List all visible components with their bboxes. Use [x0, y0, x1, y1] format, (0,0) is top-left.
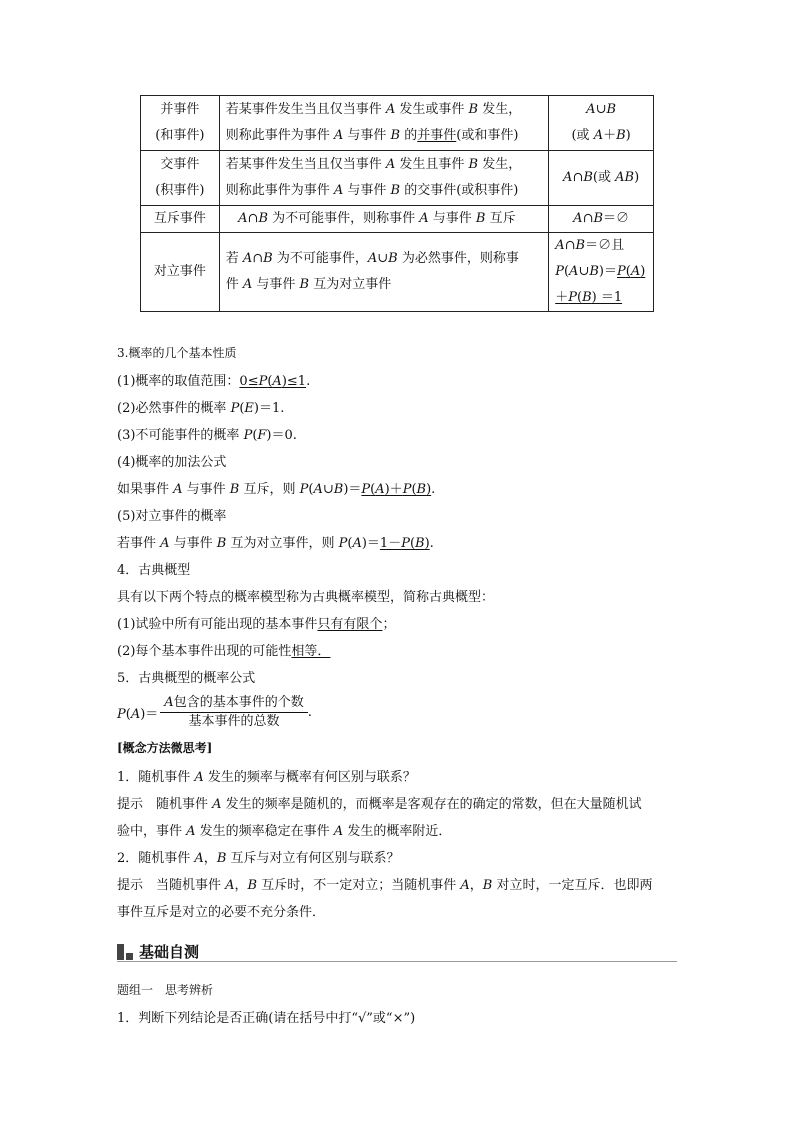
event-symbol-cell: A∪B (或 A＋B): [549, 96, 654, 151]
section-title: 基础自测: [139, 943, 200, 961]
classical-probability-formula: [117, 694, 312, 731]
text-line: 2．随机事件 A，B 互斥与对立有何区别与联系？: [117, 851, 400, 866]
formula-numerator: A包含的基本事件的个数: [160, 694, 307, 713]
table-row: [141, 151, 654, 206]
event-name-cell: 对立事件: [141, 233, 220, 312]
text-line: (4)概率的加法公式: [117, 455, 227, 470]
formula-period: .: [307, 705, 312, 720]
text-line: (2)每个基本事件出现的可能性相等．: [117, 644, 331, 659]
event-name-cell: 并事件 (和事件): [141, 96, 220, 151]
text-line: 题组一 思考辨析: [117, 983, 214, 997]
formula-lhs: P(A)＝: [117, 707, 159, 722]
event-name-cell: 交事件 (积事件): [141, 151, 220, 206]
event-symbol-cell: A∩B＝∅且 P(A∪B)＝P(A) ＋P(B) ＝1: [549, 233, 654, 312]
text-line: 提示 随机事件 A 发生的频率是随机的，而概率是客观存在的确定的常数，但在大量随机试: [117, 797, 642, 812]
text-line: 提示 当随机事件 A，B 互斥时，不一定对立；当随机事件 A，B 对立时，一定互斥．也即两: [117, 878, 653, 893]
event-symbol-cell: A∩B(或 AB): [549, 151, 654, 206]
text-line: 4．古典概型: [117, 563, 191, 578]
text-line: 如果事件 A 与事件 B 互斥，则 P(A∪B)＝P(A)＋P(B).: [117, 482, 436, 497]
text-line: 若事件 A 与事件 B 互为对立事件，则 P(A)＝1－P(B).: [117, 536, 434, 551]
text-line: 事件互斥是对立的必要不充分条件．: [117, 905, 326, 920]
event-relations-table: [140, 95, 654, 312]
formula-fraction: [160, 694, 307, 731]
text-line: (1)试验中所有可能出现的基本事件只有有限个；: [117, 617, 396, 632]
event-name-cell: 互斥事件: [141, 206, 220, 233]
section-block-icon: [117, 944, 133, 960]
text-line: 具有以下两个特点的概率模型称为古典概率模型，简称古典概型：: [117, 590, 495, 605]
text-line: 验中，事件 A 发生的频率稳定在事件 A 发生的概率附近．: [117, 824, 452, 839]
text-line: (3)不可能事件的概率 P(F)＝0.: [117, 428, 297, 443]
table-row: [141, 96, 654, 151]
text-line: [概念方法微思考]: [117, 741, 213, 755]
text-line: (1)概率的取值范围：0≤P(A)≤1.: [117, 374, 311, 389]
text-line: 1．随机事件 A 发生的频率与概率有何区别与联系？: [117, 770, 416, 785]
table-row: [141, 233, 654, 312]
formula-denominator: 基本事件的总数: [188, 714, 280, 729]
text-line: 1．判断下列结论是否正确(请在括号中打“√”或“×”): [117, 1011, 416, 1026]
text-line: (2)必然事件的概率 P(E)＝1.: [117, 401, 285, 416]
event-definition-cell: 若某事件发生当且仅当事件 A 发生且事件 B 发生， 则称此事件为事件 A 与事件 B 的交事件(或积事件): [219, 151, 548, 206]
text-line: 3.概率的几个基本性质: [117, 346, 237, 360]
section-divider: [117, 961, 677, 962]
event-definition-cell: A∩B 为不可能事件，则称事件 A 与事件 B 互斥: [219, 206, 548, 233]
text-line: (5)对立事件的概率: [117, 509, 227, 524]
table-row: [141, 206, 654, 233]
text-line: 5．古典概型的概率公式: [117, 671, 256, 686]
event-definition-cell: 若某事件发生当且仅当事件 A 发生或事件 B 发生， 则称此事件为事件 A 与事件 B 的并事件(或和事件): [219, 96, 548, 151]
section-header: [117, 941, 199, 962]
event-symbol-cell: A∩B＝∅: [549, 206, 654, 233]
event-definition-cell: 若 A∩B 为不可能事件，A∪B 为必然事件，则称事 件 A 与事件 B 互为对立事件: [219, 233, 548, 312]
